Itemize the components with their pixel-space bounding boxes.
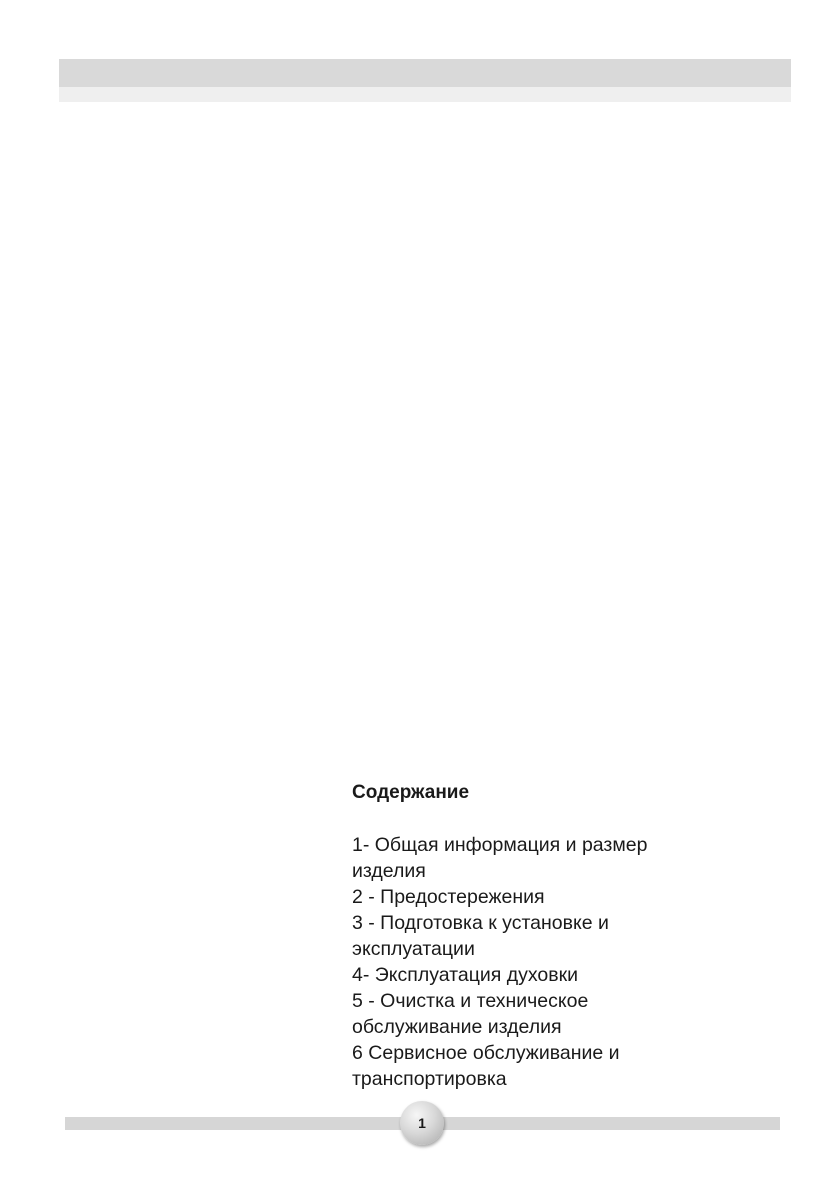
contents-item: транспортировка <box>352 1068 507 1090</box>
contents-item: 1- Общая информация и размер <box>352 834 648 856</box>
page-number-badge: 1 <box>400 1101 444 1145</box>
contents-item: эксплуатации <box>352 938 475 960</box>
contents-item: 4- Эксплуатация духовки <box>352 964 579 986</box>
contents-item: 2 - Предостережения <box>352 886 545 908</box>
header-band-lower <box>59 87 791 102</box>
contents-list <box>352 832 772 1092</box>
contents-item: изделия <box>352 860 426 882</box>
header-band <box>59 59 791 87</box>
contents-item: 5 - Очистка и техническое <box>352 990 589 1012</box>
contents-item: 6 Сервисное обслуживание и <box>352 1042 620 1064</box>
table-of-contents <box>352 780 772 1092</box>
contents-item: обслуживание изделия <box>352 1016 562 1038</box>
contents-item: 3 - Подготовка к установке и <box>352 912 609 934</box>
contents-title: Содержание <box>352 782 470 803</box>
